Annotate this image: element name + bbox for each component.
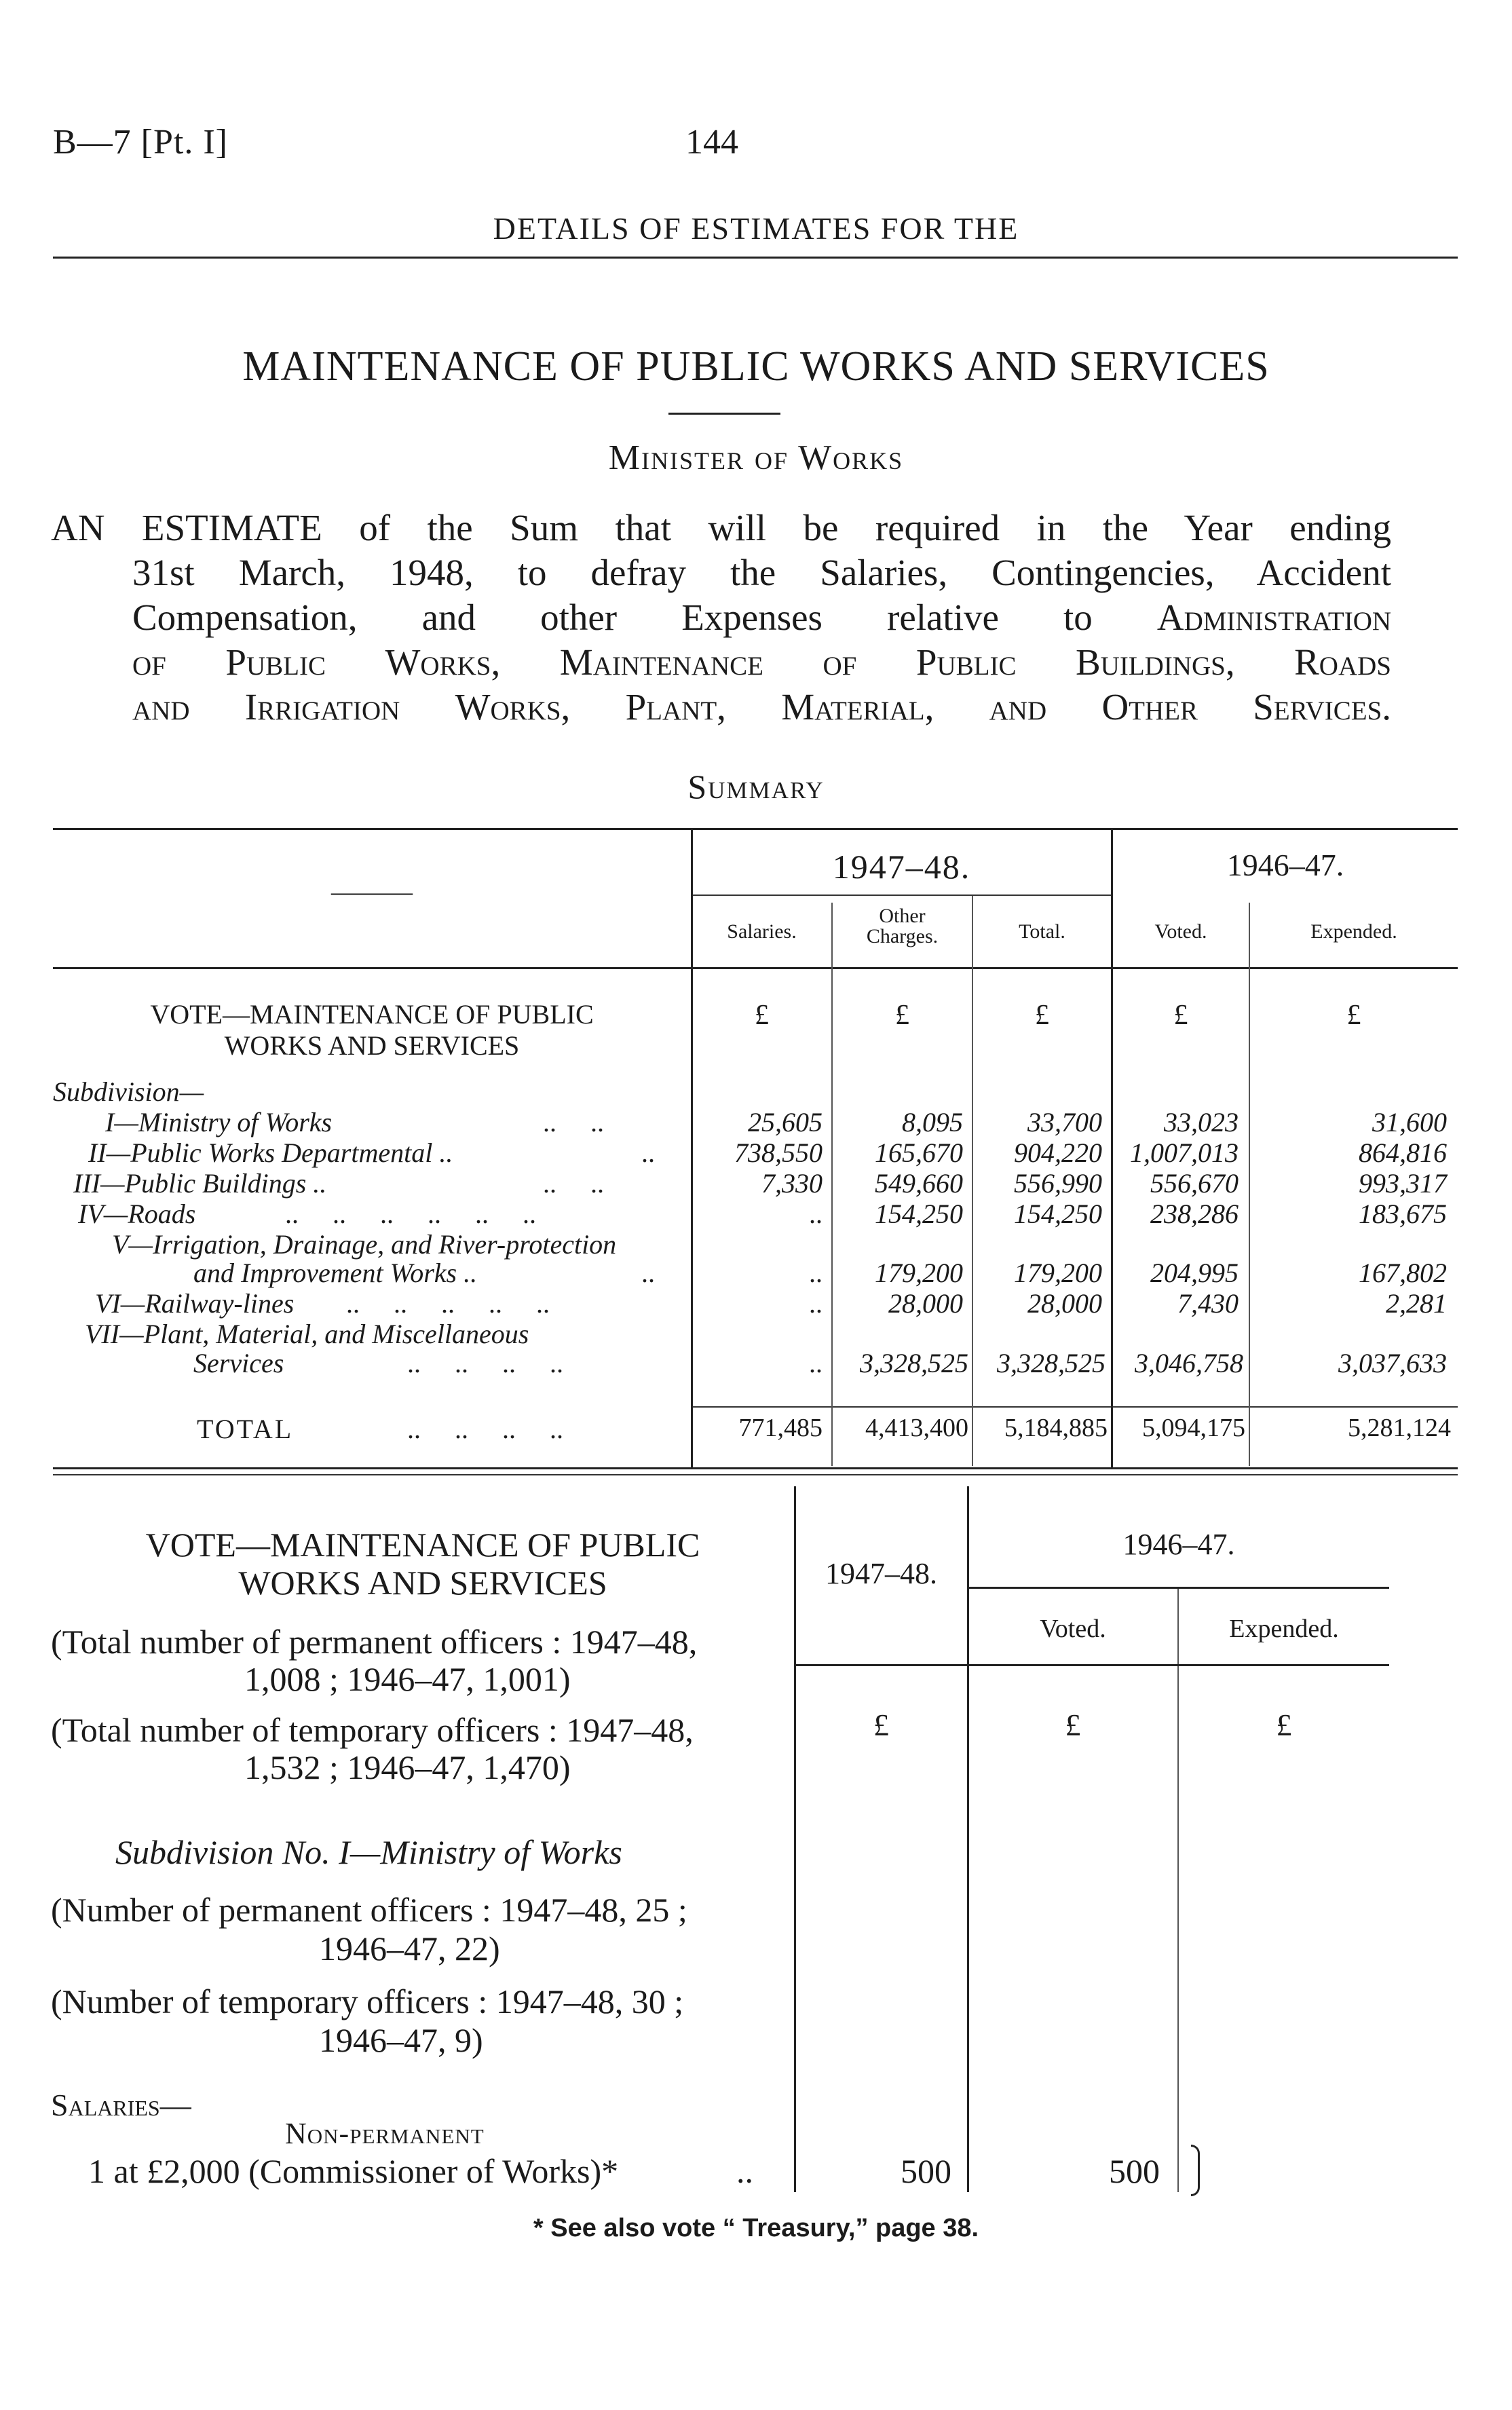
detail-col-expended: Expended. — [1229, 1615, 1339, 1643]
cell-expended: 2,281 — [1386, 1288, 1447, 1319]
column-divider — [794, 1486, 796, 2192]
page-title: MAINTENANCE OF PUBLIC WORKS AND SERVICES — [242, 343, 1270, 390]
cell-voted: 556,670 — [1150, 1168, 1239, 1199]
estimate-word: Works, — [385, 641, 501, 683]
cell-other: 8,095 — [902, 1107, 963, 1137]
cell-total: 33,700 — [1027, 1107, 1102, 1137]
sub-perm-officers: (Number of permanent officers : 1947–48, 25 ; — [51, 1891, 687, 1929]
minister-subtitle: Minister of Works — [608, 438, 904, 477]
cell-other: 179,200 — [875, 1258, 963, 1288]
item-label: 1 at £2,000 (Commissioner of Works)* — [88, 2152, 619, 2190]
estimate-line — [132, 595, 1391, 640]
estimate-word: of — [132, 641, 166, 683]
estimate-word: Material, — [781, 686, 934, 728]
currency-symbol: £ — [873, 1708, 889, 1742]
total-salaries: 771,485 — [738, 1414, 823, 1442]
temp-officers-cont: 1,532 ; 1946–47, 1,470) — [244, 1748, 571, 1786]
year-previous-header: 1946–47. — [1226, 848, 1344, 882]
running-title: DETAILS OF ESTIMATES FOR THE — [493, 211, 1019, 246]
col-voted: Voted. — [1154, 920, 1207, 943]
col-other-charges — [833, 906, 972, 947]
cell-voted: 7,430 — [1177, 1288, 1239, 1319]
column-divider — [1177, 1588, 1179, 2192]
cell-salaries: 25,605 — [748, 1107, 823, 1137]
vote-line1: VOTE—MAINTENANCE OF PUBLIC — [145, 1526, 700, 1564]
detail-vote-heading — [53, 1526, 793, 1602]
cell-expended: 864,816 — [1359, 1137, 1447, 1168]
cell-expended: 183,675 — [1359, 1199, 1447, 1229]
stub-dash: ——— — [331, 876, 413, 907]
total-expended: 5,281,124 — [1348, 1414, 1451, 1442]
row-label: V—Irrigation, Drainage, and River-protection — [112, 1229, 617, 1260]
cell-salaries: .. — [809, 1258, 823, 1288]
table-rule — [53, 1467, 1458, 1469]
estimate-line — [132, 685, 1391, 730]
estimate-word: Other — [1101, 686, 1198, 728]
estimate-word: other — [540, 597, 618, 638]
vote-line2: WORKS AND SERVICES — [224, 1030, 520, 1061]
summary-vote-heading — [53, 999, 691, 1061]
item-current: 500 — [901, 2152, 951, 2190]
cell-voted: 33,023 — [1164, 1107, 1239, 1137]
cell-expended: 993,317 — [1359, 1168, 1447, 1199]
table-rule — [53, 1474, 1458, 1475]
col-other-line2: Charges. — [866, 925, 939, 947]
estimate-word: Roads — [1294, 641, 1391, 683]
estimate-paragraph — [0, 0, 1512, 747]
cell-voted: 238,286 — [1150, 1199, 1239, 1229]
cell-expended: 31,600 — [1372, 1107, 1447, 1137]
col-expended: Expended. — [1310, 920, 1397, 943]
cell-total: 154,250 — [1014, 1199, 1102, 1229]
cell-total: 3,328,525 — [997, 1348, 1105, 1378]
estimate-word: Services. — [1253, 686, 1392, 728]
row-label: II—Public Works Departmental .. — [88, 1137, 453, 1168]
col-total: Total. — [1019, 920, 1065, 943]
estimate-line: AN ESTIMATE of the Sum that will be required in the Year ending — [51, 507, 1391, 548]
row-label-cont: and Improvement Works .. — [193, 1258, 478, 1288]
page-reference: B—7 [Pt. I] — [53, 123, 228, 162]
cell-voted: 3,046,758 — [1135, 1348, 1243, 1378]
estimate-word: Administration — [1156, 597, 1392, 638]
cell-other: 3,328,525 — [860, 1348, 968, 1378]
subdivision-heading: Subdivision— — [53, 1076, 204, 1107]
currency-symbol: £ — [1173, 1000, 1188, 1031]
cell-total: 556,990 — [1014, 1168, 1102, 1199]
item-dots: .. — [736, 2152, 753, 2190]
estimate-line: 31st March, 1948, to defray the Salaries, Contingencies, Accident — [132, 552, 1391, 593]
cell-total: 28,000 — [1027, 1288, 1102, 1319]
estimate-word: and — [421, 597, 476, 638]
table-rule — [53, 828, 1458, 830]
cell-salaries: .. — [809, 1199, 823, 1229]
estimate-word: Public — [225, 641, 326, 683]
cell-other: 154,250 — [875, 1199, 963, 1229]
sub-temp-officers-cont: 1946–47, 9) — [319, 2021, 483, 2059]
summary-title: Summary — [687, 768, 825, 806]
estimate-word: and — [132, 686, 190, 728]
table-rule — [692, 895, 1113, 896]
table-rule — [794, 1664, 1389, 1666]
currency-symbol: £ — [1065, 1708, 1081, 1742]
cell-other: 549,660 — [875, 1168, 963, 1199]
bracket-mark — [1191, 2145, 1200, 2196]
cell-total: 904,220 — [1014, 1137, 1102, 1168]
subdivision-title: Subdivision No. I—Ministry of Works — [115, 1833, 622, 1871]
row-label-cont: Services — [193, 1348, 284, 1378]
estimate-word: Works, — [455, 686, 571, 728]
currency-symbol: £ — [1346, 1000, 1361, 1031]
detail-year-current: 1947–48. — [825, 1557, 937, 1590]
estimate-word: Expenses — [681, 597, 823, 638]
estimate-line — [132, 640, 1391, 685]
non-permanent-heading: Non-permanent — [285, 2117, 485, 2150]
row-label: VI—Railway-lines — [95, 1288, 295, 1319]
row-label: III—Public Buildings .. — [73, 1168, 327, 1199]
cell-voted: 1,007,013 — [1130, 1137, 1239, 1168]
cell-other: 28,000 — [888, 1288, 963, 1319]
currency-symbol: £ — [755, 1000, 769, 1031]
currency-symbol: £ — [1276, 1708, 1292, 1742]
year-current-header: 1947–48. — [832, 848, 971, 886]
col-other-line1: Other — [879, 905, 926, 927]
estimate-word: Maintenance — [559, 641, 763, 683]
cell-voted: 204,995 — [1150, 1258, 1239, 1288]
total-label: TOTAL — [197, 1414, 294, 1444]
estimate-word: and — [989, 686, 1047, 728]
cell-salaries: .. — [809, 1348, 823, 1378]
cell-salaries: 738,550 — [734, 1137, 823, 1168]
total-total: 5,184,885 — [1004, 1414, 1108, 1442]
table-rule — [53, 967, 1458, 969]
table-rule — [968, 1587, 1389, 1589]
cell-total: 179,200 — [1014, 1258, 1102, 1288]
estimate-word: Public — [915, 641, 1017, 683]
item-voted: 500 — [1109, 2152, 1160, 2190]
estimate-word: Compensation, — [132, 597, 358, 638]
currency-symbol: £ — [895, 1000, 909, 1031]
vote-line2: WORKS AND SERVICES — [238, 1564, 607, 1602]
estimate-word: Irrigation — [244, 686, 400, 728]
cell-salaries: 7,330 — [761, 1168, 823, 1199]
row-label: VII—Plant, Material, and Miscellaneous — [85, 1319, 529, 1349]
table-rule — [692, 1406, 1458, 1408]
perm-officers-cont: 1,008 ; 1946–47, 1,001) — [244, 1660, 571, 1698]
estimate-word: Plant, — [625, 686, 726, 728]
vote-line1: VOTE—MAINTENANCE OF PUBLIC — [150, 999, 594, 1030]
estimate-word: Buildings, — [1076, 641, 1235, 683]
estimate-word: to — [1063, 597, 1093, 638]
detail-col-voted: Voted. — [1040, 1615, 1106, 1643]
row-label: I—Ministry of Works — [105, 1107, 333, 1137]
detail-year-previous: 1946–47. — [1122, 1528, 1235, 1561]
temp-officers: (Total number of temporary officers : 1947–48, — [51, 1711, 694, 1749]
column-divider — [967, 1486, 969, 2192]
page-number: 144 — [685, 123, 738, 162]
cell-salaries: .. — [809, 1288, 823, 1319]
row-label: IV—Roads — [78, 1199, 196, 1229]
cell-expended: 3,037,633 — [1338, 1348, 1447, 1378]
total-other: 4,413,400 — [865, 1414, 968, 1442]
footnote: * See also vote “ Treasury,” page 38. — [533, 2214, 979, 2242]
col-salaries: Salaries. — [727, 920, 797, 943]
sub-temp-officers: (Number of temporary officers : 1947–48, 30 ; — [51, 1982, 684, 2020]
cell-other: 165,670 — [875, 1137, 963, 1168]
estimate-word: relative — [887, 597, 999, 638]
currency-symbol: £ — [1035, 1000, 1049, 1031]
perm-officers: (Total number of permanent officers : 1947–48, — [51, 1623, 698, 1661]
total-voted: 5,094,175 — [1142, 1414, 1245, 1442]
cell-expended: 167,802 — [1359, 1258, 1447, 1288]
sub-perm-officers-cont: 1946–47, 22) — [319, 1929, 500, 1967]
salaries-heading: Salaries— — [51, 2088, 191, 2122]
estimate-word: of — [823, 641, 857, 683]
